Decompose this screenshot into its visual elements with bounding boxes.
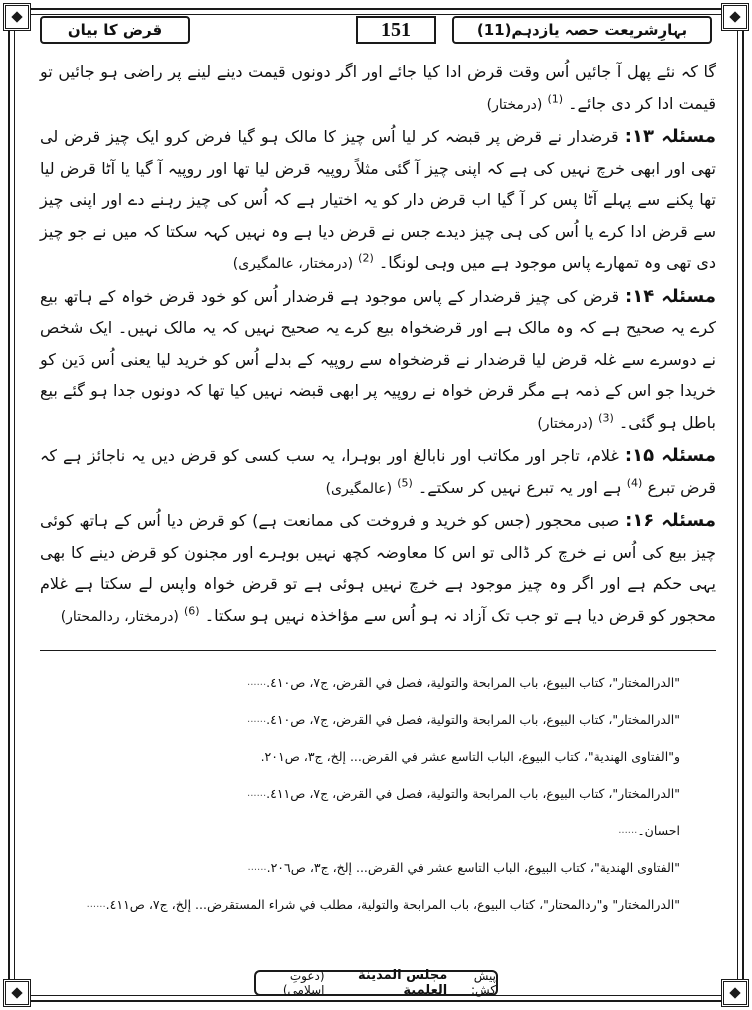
masala-15 (40, 440, 716, 505)
footnote (40, 775, 680, 812)
reference: (درمختار) (486, 96, 543, 113)
corner-ornament-icon (3, 979, 31, 1007)
masala-label: مسئلہ ۱۴: (625, 285, 716, 307)
footnote (40, 886, 680, 923)
footnote-dots: ...... (247, 788, 267, 799)
reference: (درمختار، ردالمحتار) (60, 608, 179, 625)
footnote-marker: (1) (547, 92, 564, 106)
footnote (40, 664, 680, 701)
footnote (40, 812, 680, 849)
footnote-dots: ...... (247, 714, 267, 725)
paragraph-text: گا کہ نئے پھل آ جائیں اُس وقت قرض ادا کیا جائے اور اگر دونوں قیمت دینے لینے پر راضی ہو جائیں تو قیمت ادا کر دی جائے۔ (40, 62, 716, 113)
paragraph-text: صبی محجور (جس کو خرید و فروخت کی ممانعت ہے) کو قرض دیا اُس کے ہاتھ کوئی چیز بیع کی اُس نے خرچ کر ڈالی تو اس کا معاوضہ کچھ نہیں بوہرے اور مجنون کو قرض دینے کا بھی یہی حکم ہے اور اگر وہ چیز موجود ہے خرچ نہیں ہوئی ہے تو قرض خواہ واپس لے سکتا ہے غلام محجور کو قرض دیا ہے تو جب تک آزاد نہ ہو اُس سے مؤاخذہ نہیں ہو سکتا۔ (40, 511, 716, 625)
paragraph-text: غلام، تاجر اور مکاتب اور نابالغ اور بوہرا، یہ سب کسی کو قرض دیں یہ ناجائز ہے کہ قرض تبرع (40, 446, 716, 497)
footnote-text: "الدرالمختار"، كتاب البيوع، باب المرابحة والتولية، فصل في القرض، ج٧، ص٤١٠. (266, 675, 680, 690)
footnote-text: احسان۔ (637, 823, 680, 838)
footnote (40, 701, 680, 738)
paragraph-intro (40, 56, 716, 121)
footnote-text: "الفتاوى الهندية"، كتاب البيوع، الباب التاسع عشر في القرض... إلخ، ج٣، ص٢٠٦. (266, 860, 680, 875)
footnote-marker: (6) (184, 604, 200, 618)
reference: (درمختار، عالمگیری) (232, 256, 354, 272)
footnote-marker: (4) (626, 476, 643, 490)
masala-label: مسئلہ ۱۶: (625, 510, 716, 531)
chapter-title: قرض کا بیان (40, 16, 190, 44)
footnote-text: "الدرالمختار" و"ردالمحتار"، كتاب البيوع، باب المرابحة والتولية، مطلب في شراء المستقرض... إلخ، ج٧، ص٤١١. (105, 897, 680, 912)
page-footer (254, 970, 498, 996)
footnote-separator (40, 650, 716, 651)
footnote-dots: ...... (86, 899, 106, 910)
footnote-marker: (3) (598, 411, 614, 425)
page-header (40, 14, 712, 48)
masala-label: مسئلہ ۱۵: (624, 445, 716, 466)
corner-ornament-icon (3, 3, 31, 31)
main-text (40, 56, 716, 633)
corner-ornament-icon (721, 979, 749, 1007)
footnote-dots: ...... (618, 825, 638, 836)
footnote-dots: ...... (247, 862, 267, 873)
paragraph-text: ہے اور یہ تبرع نہیں کر سکتے۔ (417, 477, 622, 497)
publisher-name: مجلس المدينة العلمية (358, 968, 448, 998)
footnote-marker: (5) (397, 476, 413, 490)
footnote-text: "الدرالمختار"، كتاب البيوع، باب المرابحة والتولية، فصل في القرض، ج٧، ص٤١٠. (266, 712, 680, 727)
footnote-text: و"الفتاوى الهندية"، كتاب البيوع، الباب التاسع عشر في القرض... إلخ، ج٣، ص٢٠١. (260, 749, 680, 764)
book-title: بہارِشریعت حصہ یازدہم(11) (452, 16, 712, 44)
footnote-dots: ...... (247, 677, 267, 688)
footnote-marker: (2) (358, 251, 374, 265)
masala-13 (40, 121, 716, 281)
paragraph-text: قرض کی چیز قرضدار کے پاس موجود ہے قرضدار اُس کو خود قرض خواہ کے ہاتھ بیع کرے یہ صحیح ہے کہ وہ مالک ہے اور قرضخواہ بیع کرے یہ صحیح نہیں کہ یہ مالک نہیں۔ ایک شخص نے دوسرے سے غلہ قرض لیا قرضدار نے قرضخواہ سے روپیہ کے بدلے اُس کو خرید لیا یعنی اُس دَین کو خریدا جو اس کے ذمہ ہے مگر قرض خواہ نے روپیہ پر ابھی قبضہ نہیں کیا تھا کہ دونوں جدا ہو گئے بیع باطل ہو گئی۔ (40, 286, 716, 432)
corner-ornament-icon (721, 3, 749, 31)
page-number: 151 (356, 16, 436, 44)
reference: (درمختار) (537, 415, 594, 432)
footnote-text: "الدرالمختار"، كتاب البيوع، باب المرابحة والتولية، فصل في القرض، ج٧، ص٤١١. (266, 786, 680, 801)
masala-14 (40, 281, 716, 441)
footnote (40, 849, 680, 886)
masala-16 (40, 505, 716, 633)
footer-suffix: (دعوتِ اسلامی) (282, 969, 325, 997)
paragraph-text: قرضدار نے قرض پر قبضہ کر لیا اُس چیز کا مالک ہو گیا فرض کرو ایک چیز قرض لی تھی اور ابھی خرچ نہیں کی ہے کہ اپنی چیز آ گئی مثلاً روپیہ قرض لیا تھا اور روپیہ آ گیا یا آٹا قرض لیا تھا پکنے سے پہلے آٹا پس کر آ گیا اب قرض دار کو یہ اختیار ہے کہ اُس کی چیز رہنے دے اور اپنی چیز سے قرض ادا کرے یا اُس کی ہی چیز دیدے جس نے قرض دیا ہے وہ نہیں کہہ سکتا کہ میں نے جو چیز دی تھی وہ تمھارے پاس موجود ہے میں وہی لونگا۔ (40, 127, 717, 272)
footer-prefix: پیش کش: (470, 969, 496, 997)
footnotes (40, 664, 680, 923)
footnote (40, 738, 680, 775)
masala-label: مسئلہ ۱۳: (624, 126, 716, 147)
reference: (عالمگیری) (325, 480, 393, 497)
